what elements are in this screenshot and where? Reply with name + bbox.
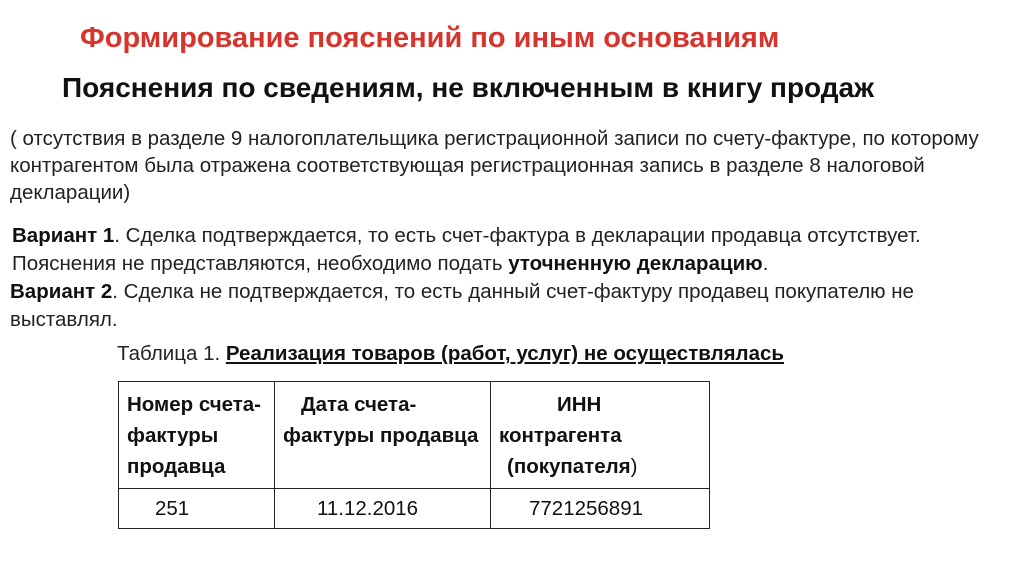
header-cell-invoice-date (275, 382, 491, 489)
cell-value: 251 (155, 497, 190, 520)
cell-value: 11.12.2016 (317, 497, 419, 520)
page-subtitle: Пояснения по сведениям, не включенным в книгу продаж (62, 72, 874, 103)
cell-value: 7721256891 (529, 497, 644, 520)
header-line: фактуры продавца (283, 424, 479, 447)
header-cell-invoice-number (119, 382, 275, 489)
variant-1-label: Вариант 1 (12, 224, 115, 247)
cell-invoice-number (119, 489, 275, 529)
header-line: продавца (127, 455, 226, 478)
cell-invoice-date (275, 489, 491, 529)
variant-2-label: Вариант 2 (10, 280, 113, 303)
variant-1-emphasis: уточненную декларацию (508, 252, 763, 275)
variant-2-text: . Сделка не подтверждается, то есть данный счет-фактуру продавец покупателю не выставлял. (10, 280, 914, 331)
explanation-paragraph (10, 125, 1015, 206)
header-line: Дата счета- (301, 393, 417, 416)
header-line: фактуры (127, 424, 219, 447)
table-caption-prefix: Таблица 1. (117, 342, 226, 365)
header-line-paren: ) (630, 455, 638, 478)
header-line: контрагента (499, 424, 622, 447)
header-cell-inn (491, 382, 710, 489)
variant-1-text: . Сделка подтверждается, то есть счет-фактура в декларации продавца отсутствует. Пояснения не представляются, необходимо подать (12, 224, 921, 275)
header-line: Номер счета- (127, 393, 262, 416)
data-table (118, 381, 710, 529)
header-line: ИНН (557, 393, 602, 416)
table-row (119, 489, 710, 529)
page-title: Формирование пояснений по иным основаниям (80, 22, 780, 54)
cell-inn (491, 489, 710, 529)
variant-2 (10, 278, 1015, 334)
table-header-row (119, 382, 710, 489)
header-line-group (499, 451, 703, 482)
variants-block (10, 222, 1015, 334)
explanation-text: ( отсутствия в разделе 9 налогоплательщика регистрационной записи по счету-фактуре, по которому контрагентом была отражена соответствующая регистрационная запись в разделе 8 налоговой декларации) (10, 127, 979, 204)
variant-1 (10, 222, 1015, 278)
table-caption (117, 342, 784, 366)
variant-1-end: . (762, 252, 769, 275)
header-line: (покупателя (507, 455, 631, 478)
table-caption-title: Реализация товаров (работ, услуг) не осуществлялась (225, 342, 784, 365)
